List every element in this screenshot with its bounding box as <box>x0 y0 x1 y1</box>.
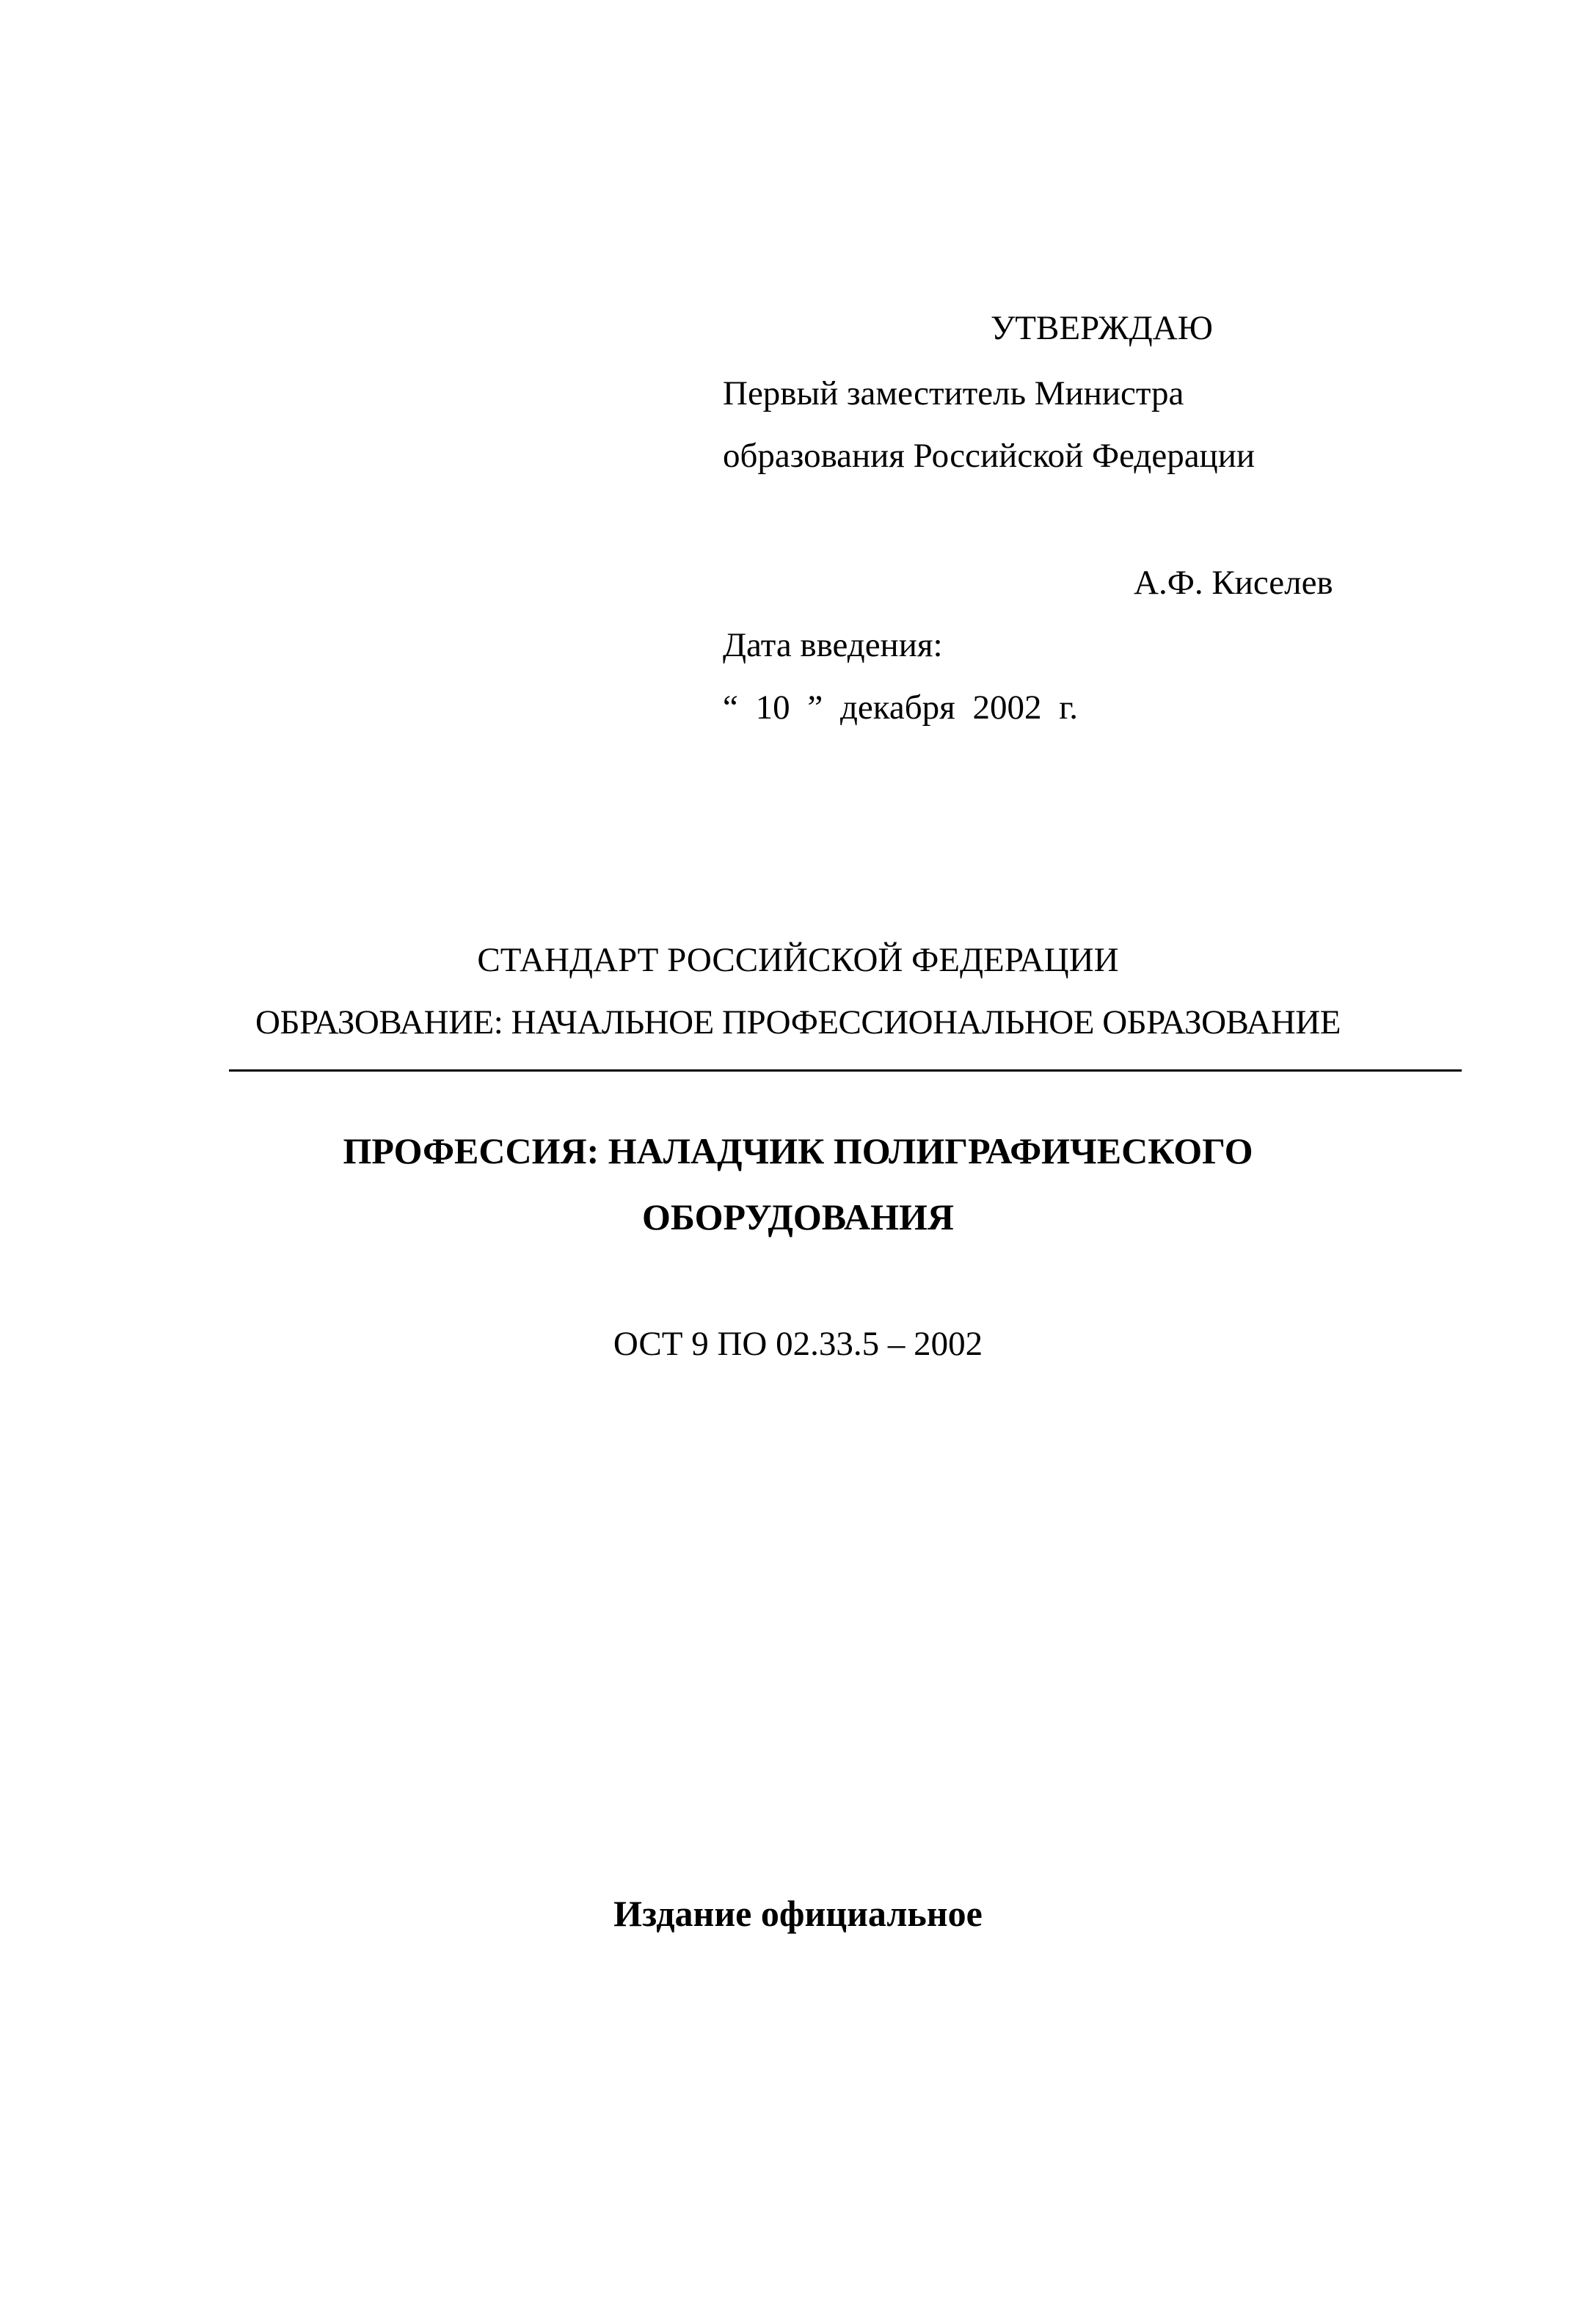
approver-position-line-1: Первый заместитель Министра <box>723 374 1184 412</box>
signatory-name: А.Ф. Киселев <box>1134 564 1333 602</box>
edition-note: Издание официальное <box>613 1893 983 1934</box>
standard-title-line-2: ОБРАЗОВАНИЕ: НАЧАЛЬНОЕ ПРОФЕССИОНАЛЬНОЕ ОБРАЗОВАНИЕ <box>255 1003 1341 1042</box>
standard-title-line-1: СТАНДАРТ РОССИЙСКОЙ ФЕДЕРАЦИИ <box>477 941 1119 979</box>
standard-designation: ОСТ 9 ПО 02.33.5 – 2002 <box>613 1325 983 1363</box>
intro-date-value: “ 10 ” декабря 2002 г. <box>723 688 1078 727</box>
intro-date-label: Дата введения: <box>723 626 943 664</box>
divider-line <box>229 1069 1462 1072</box>
approver-position-line-2: образования Российской Федерации <box>723 437 1256 475</box>
profession-title-line-1: ПРОФЕССИЯ: НАЛАДЧИК ПОЛИГРАФИЧЕСКОГО <box>343 1130 1253 1171</box>
profession-title-line-2: ОБОРУДОВАНИЯ <box>642 1196 954 1237</box>
approval-heading: УТВЕРЖДАЮ <box>991 309 1213 347</box>
